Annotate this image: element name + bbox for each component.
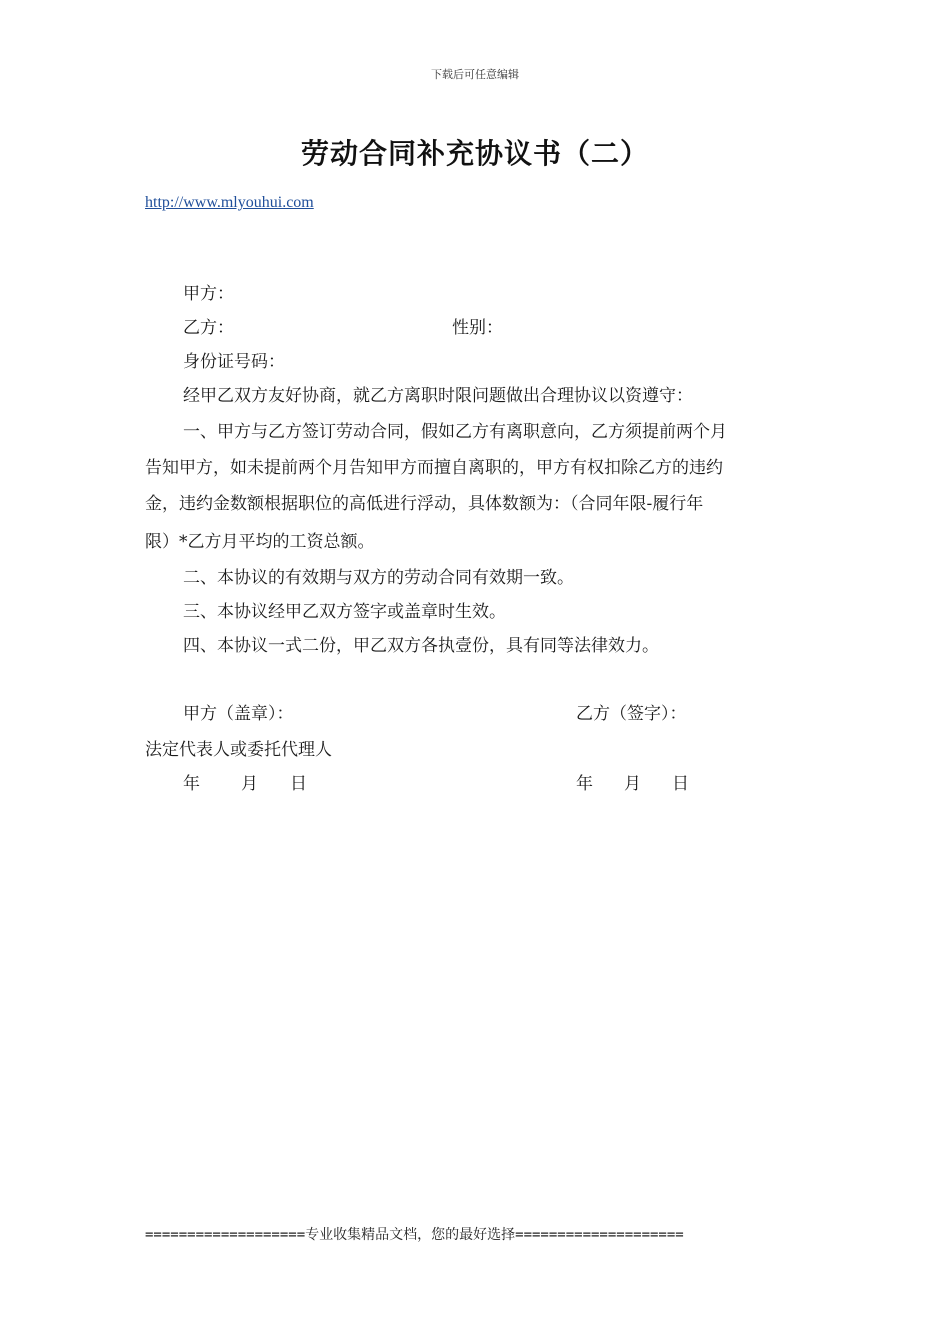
party-b-label: 乙方： [183,318,234,338]
representative-label: 法定代表人或委托代理人 [145,740,332,760]
clause-3: 三、本协议经甲乙双方签字或盖章时生效。 [183,602,506,622]
website-link[interactable]: http://www.mlyouhui.com [145,194,314,211]
party-b-sign-label: 乙方（签字）： [576,704,687,724]
party-a-year: 年 [183,774,200,794]
clause-1-line-4: 限）*乙方月平均的工资总额。 [145,532,375,552]
document-title: 劳动合同补充协议书（二） [300,137,649,170]
party-b-month: 月 [624,774,641,794]
header-note: 下载后可任意编辑 [431,68,519,81]
clause-1-line-3: 金，违约金数额根据职位的高低进行浮动，具体数额为：（合同年限-履行年 [145,494,704,514]
party-a-day: 日 [290,774,307,794]
party-b-year: 年 [576,774,593,794]
party-a-label: 甲方： [183,284,234,304]
clause-1-line-1: 一、甲方与乙方签订劳动合同，假如乙方有离职意向，乙方须提前两个月 [183,422,727,442]
party-a-month: 月 [241,774,258,794]
clause-1-line-2: 告知甲方，如未提前两个月告知甲方而擅自离职的，甲方有权扣除乙方的违约 [145,458,723,478]
clause-2: 二、本协议的有效期与双方的劳动合同有效期一致。 [183,568,574,588]
id-number-label: 身份证号码： [183,352,285,372]
intro-paragraph: 经甲乙双方友好协商，就乙方离职时限问题做出合理协议以资遵守： [183,386,693,406]
gender-label: 性别： [452,318,503,338]
footer-banner: ===================专业收集精品文档，您的最好选择==================== [145,1227,684,1243]
party-b-day: 日 [672,774,689,794]
party-a-seal-label: 甲方（盖章）： [183,704,294,724]
clause-4: 四、本协议一式二份，甲乙双方各执壹份，具有同等法律效力。 [183,636,659,656]
